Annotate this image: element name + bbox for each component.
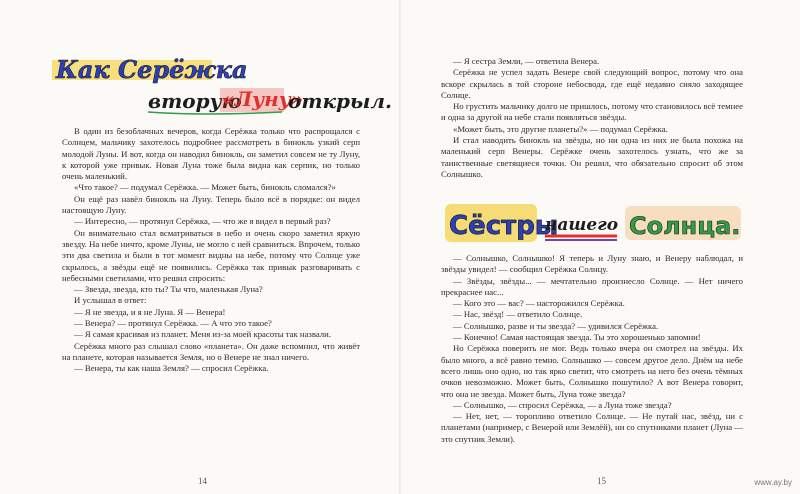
right-paragraph: — Нас, звёзд! — ответило Солнце. — [453, 309, 583, 320]
left-paragraph: Серёжка много раз слышал слово «планета». Он даже вспомнил, что живёт на планете, которая называется Земля, но о Венере не знал ничего. — [62, 340, 360, 362]
right-page-body-top — [441, 56, 743, 180]
chapter-title-left-lettering — [52, 50, 392, 116]
title-right-word-solntsa: Солнца. — [629, 212, 741, 240]
title-left-word-vtoruyu: вторую — [148, 89, 242, 113]
right-paragraph: И стал наводить бинокль на звёзды, но ни одна из них не была похожа на маленький серп Венеры. Серёжке очень захотелось узнать, что же за таинственные светящиеся точки. Он решил, что обязательно спросит об этом Солнышко. — [441, 135, 743, 179]
right-paragraph: — Кого это — вас? — насторожился Серёжка. — [453, 298, 625, 309]
left-paragraph: — Я самая красивая из планет. Меня из-за моей красоты так назвали. — [74, 329, 331, 340]
page-number-right: 15 — [597, 476, 606, 486]
right-paragraph: Но грустить мальчику долго не пришлось, потому что становилось всё темнее и одна за другой на небе стали появляться звёзды. — [441, 101, 743, 123]
title-right-word-sestry: Сёстры — [449, 211, 559, 241]
right-paragraph: «Может быть, это другие планеты?» — подумал Серёжка. — [453, 123, 668, 134]
watermark-text: www.ay.by — [754, 478, 792, 487]
left-paragraph: В один из безоблачных вечеров, когда Серёжка только что распрощался с Солнцем, мальчику захотелось подробнее рассмотреть в бинокль узкий серп молодой Луны. И вот, когда он наводил бинокль, он заметил совсем не ту Луну, к которой уже привык. Новая Луна тоже была видна как серпик, но только очень маленький. — [62, 126, 360, 182]
left-paragraph: — Венера? — протянул Серёжка. — А что это такое? — [74, 318, 272, 329]
left-paragraph: — Интересно, — протянул Серёжка, — что же я видел в первый раз? — [74, 216, 331, 227]
left-paragraph: «Что такое? — подумал Серёжка. — Может быть, бинокль сломался?» — [74, 182, 336, 193]
right-paragraph: — Я сестра Земли, — ответила Венера. — [453, 56, 600, 66]
title-left-word-lunu: «Луну» — [222, 87, 304, 111]
chapter-title-right — [445, 200, 755, 246]
right-paragraph: — Солнышко, — спросил Серёжка, — а Луна тоже звезда? — [453, 399, 672, 410]
right-paragraph: — Солнышко, разве и ты звезда? — удивился Серёжка. — [453, 320, 659, 331]
left-paragraph: — Венера, ты как наша Земля? — спросил Серёжка. — [74, 363, 269, 374]
right-page-body-bottom — [441, 253, 743, 445]
right-paragraph: — Звёзды, звёзды... — мечтательно произнесло Солнце. — Нет ничего прекраснее нас... — [441, 275, 743, 297]
right-paragraph: — Солнышко, Солнышко! Я теперь и Луну знаю, и Венеру наблюдал, и звёзды увидел! — сообщил Серёжка Солнцу. — [441, 253, 743, 275]
left-paragraph: — Я не звезда, и я не Луна. Я — Венера! — [74, 306, 226, 317]
title-right-word-nashego: нашего — [545, 215, 619, 235]
left-page-body — [62, 126, 360, 375]
left-paragraph: Он внимательно стал всматриваться в небо и очень скоро заметил яркую звезду. На небе ничто, кроме Луны, не могло с ней сравниться. Впрочем, только эти два светила и были в тот момент видны на небе, потому что Солнце уже скрылось, а звёзды ещё не появились. Серёжка так привык разговаривать с небесными светилами, что решил спросить: — [62, 227, 360, 283]
left-paragraph: И услышал в ответ: — [74, 295, 147, 306]
right-paragraph: Но Серёжка поверить не мог. Ведь только вчера он смотрел на звёзды. Их было много, а всё равно темно. Солнышко — совсем другое дело. Днём на небе всего лишь оно одно, но так ярко светит, что смотреть на него без очень тёмных очков невозможно. Может быть, Солнышко пошутило? А вот Венера говорит, что она не звезда. Может быть, Луна тоже звезда? — [441, 343, 743, 399]
right-paragraph: — Нет, нет, — торопливо ответило Солнце. — Не путай нас, звёзд, ни с планетами (например, с Венерой или Землёй), ни со спутниками планет (Луна — это спутник Земли). — [441, 411, 743, 444]
right-page — [401, 0, 800, 494]
left-page — [0, 0, 399, 494]
left-paragraph: Он ещё раз навёл бинокль на Луну. Теперь было всё в порядке: он видел настоящую Луну. — [62, 193, 360, 216]
title-left-line1: Как Серёжка — [56, 55, 248, 84]
chapter-title-right-lettering — [445, 200, 755, 246]
right-paragraph: — Конечно! Самая настоящая звезда. Ты это хорошенько запомни! — [453, 332, 701, 343]
title-left-word-otkryl: открыл. — [288, 89, 392, 113]
right-paragraph: Серёжка не успел задать Венере свой следующий вопрос, потому что она вскоре скрылась в той стороне небосвода, где ещё недавно сияло заходящее Солнце. — [441, 67, 743, 100]
left-paragraph: — Звезда, звезда, кто ты? Ты что, маленькая Луна? — [74, 284, 263, 295]
page-number-left: 14 — [198, 476, 207, 486]
chapter-title-left — [52, 50, 392, 116]
